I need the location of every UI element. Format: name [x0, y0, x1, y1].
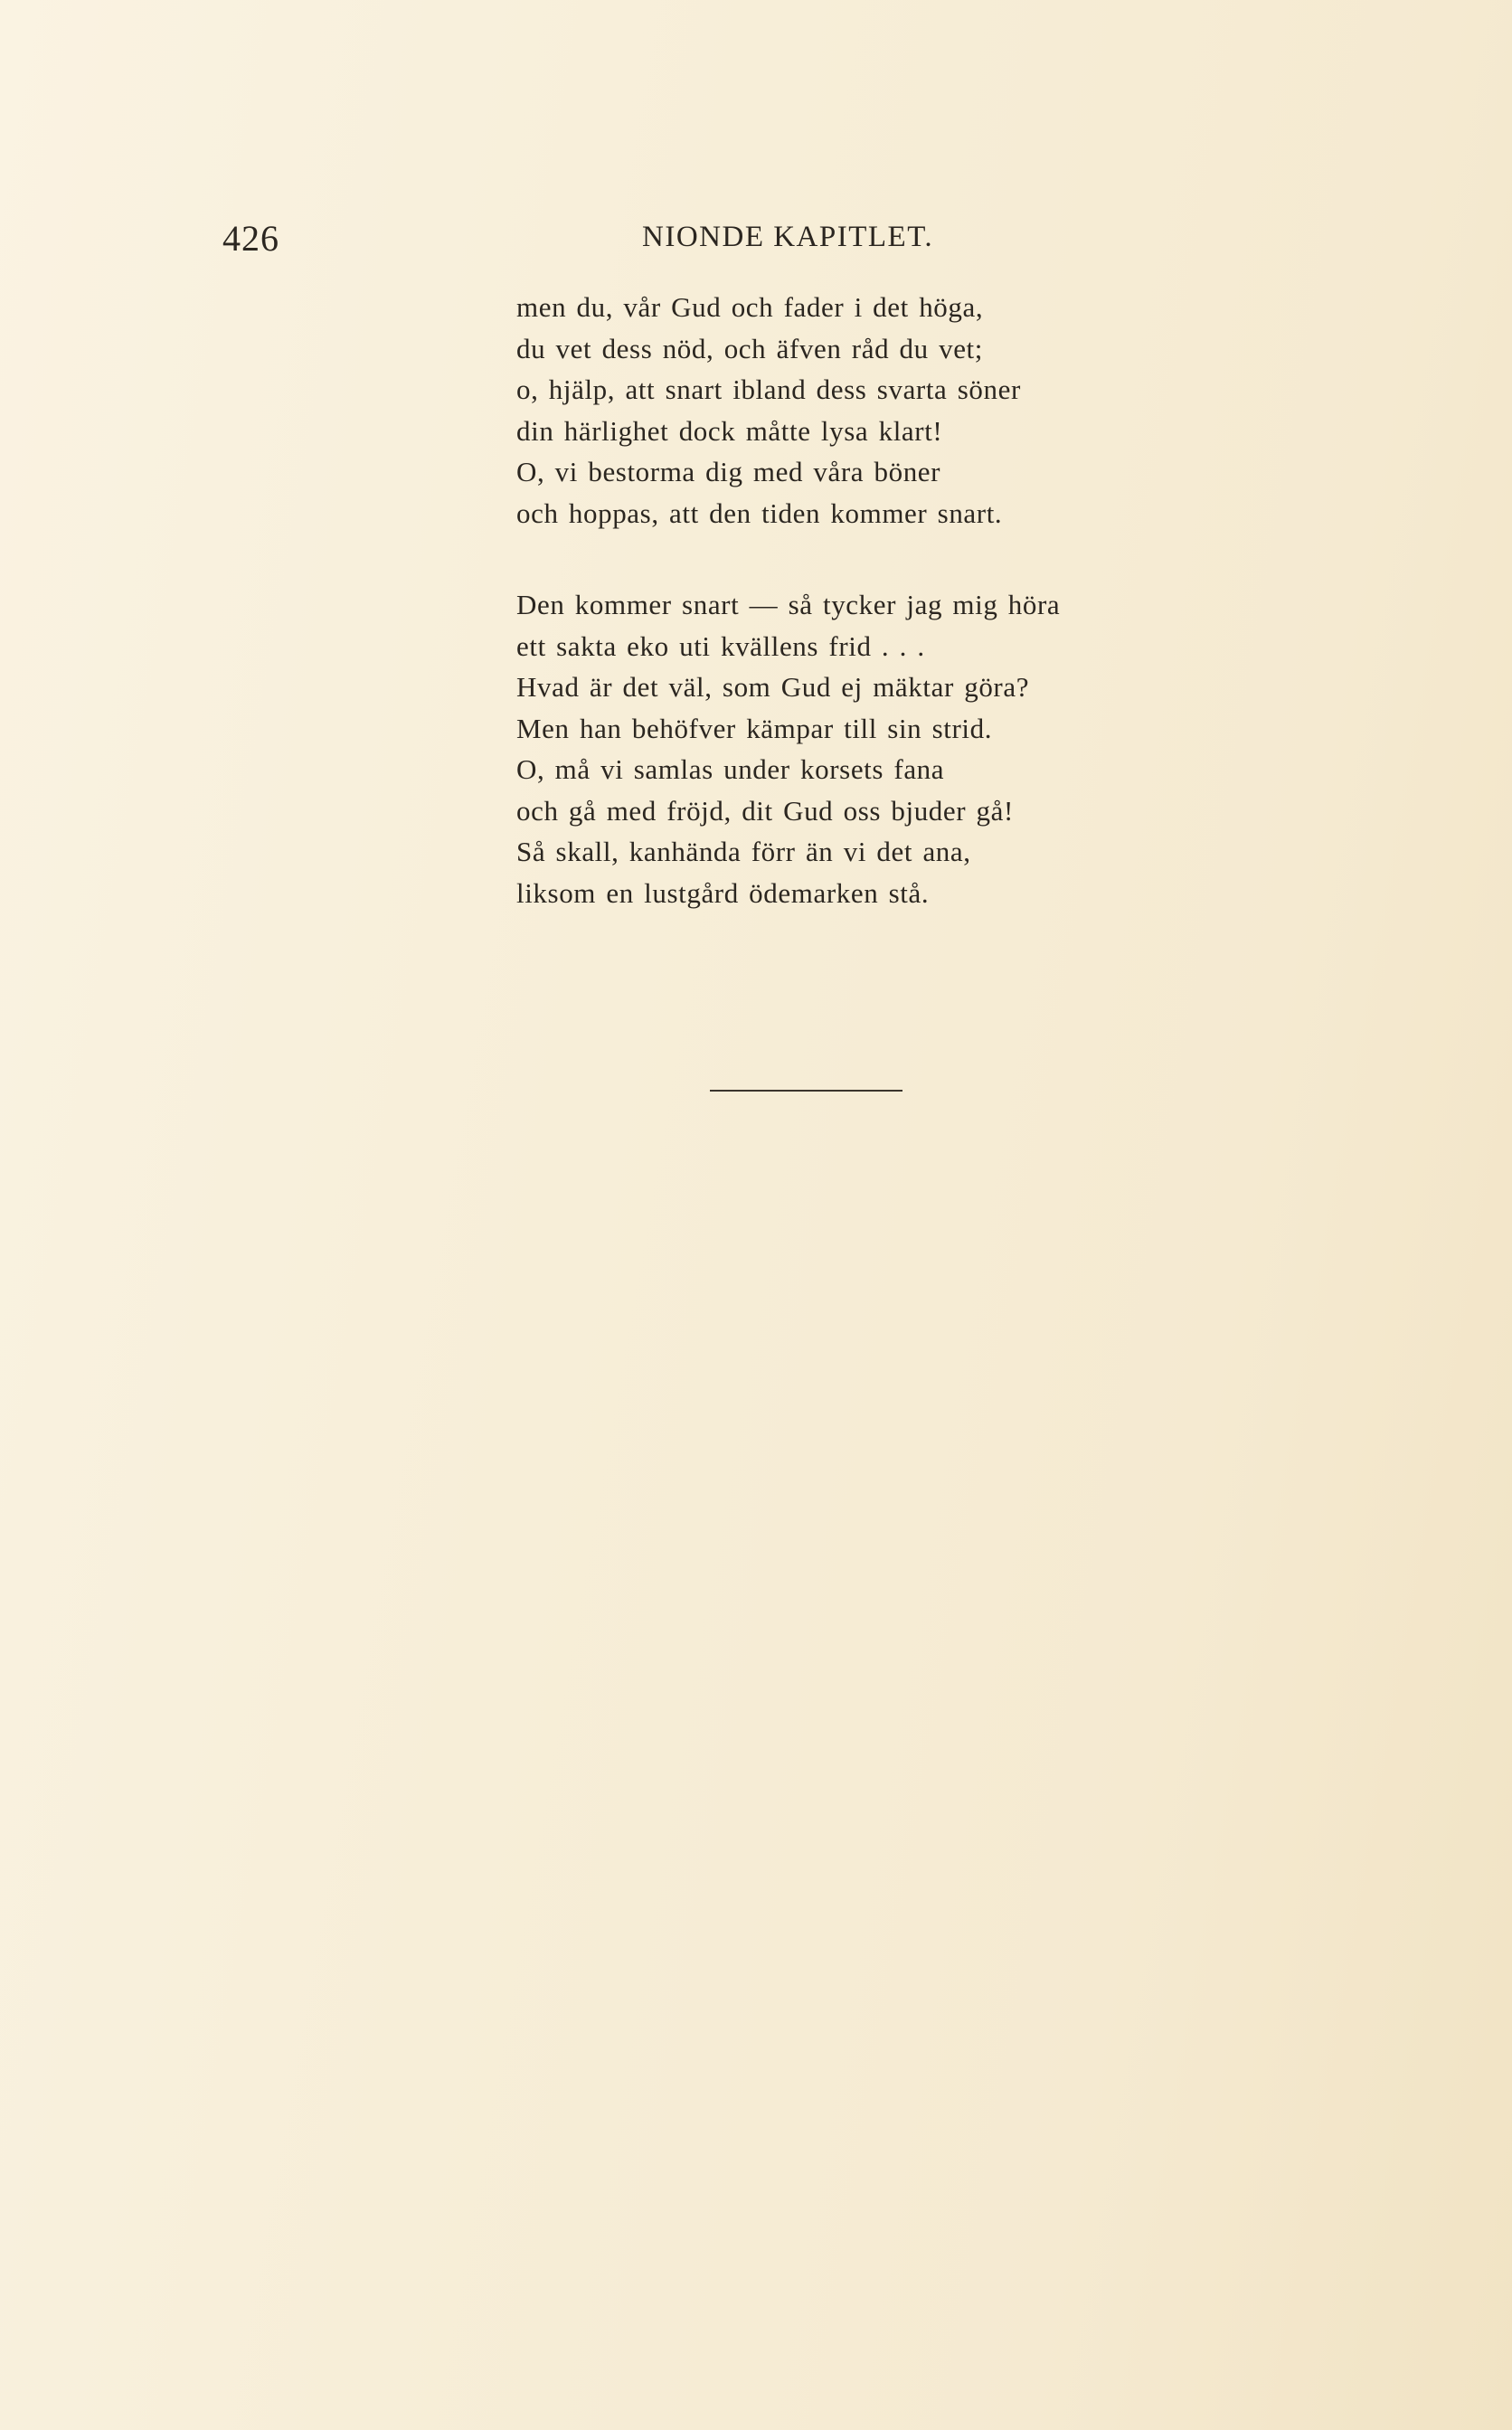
poem-line: O, vi bestorma dig med våra böner	[516, 456, 941, 487]
poem-line: Men han behöfver kämpar till sin strid.	[516, 712, 993, 744]
poem-stanza-1	[516, 287, 1021, 534]
poem-line: o, hjälp, att snart ibland dess svarta söner	[516, 373, 1021, 405]
poem-line: Den kommer snart — så tycker jag mig höra	[516, 589, 1061, 620]
poem-line: och gå med fröjd, dit Gud oss bjuder gå!	[516, 794, 1014, 827]
page-number: 426	[222, 218, 279, 259]
poem-line: O, må vi samlas under korsets fana	[516, 753, 945, 785]
section-end-rule	[710, 1090, 902, 1092]
chapter-running-head: NIONDE KAPITLET.	[642, 221, 934, 253]
poem-stanza-2	[516, 584, 1060, 913]
poem-line: Så skall, kanhända förr än vi det ana,	[516, 836, 971, 867]
poem-line: men du, vår Gud och fader i det höga,	[516, 291, 984, 323]
poem-line: och hoppas, att den tiden kommer snart.	[516, 496, 1003, 529]
poem-line: liksom en lustgård ödemarken stå.	[516, 876, 930, 909]
poem-line: Hvad är det väl, som Gud ej mäktar göra?	[516, 671, 1030, 703]
poem-line: din härlighet dock måtte lysa klart!	[516, 414, 943, 447]
poem-line: du vet dess nöd, och äfven råd du vet;	[516, 332, 983, 364]
poem-line: ett sakta eko uti kvällens frid . . .	[516, 629, 925, 662]
